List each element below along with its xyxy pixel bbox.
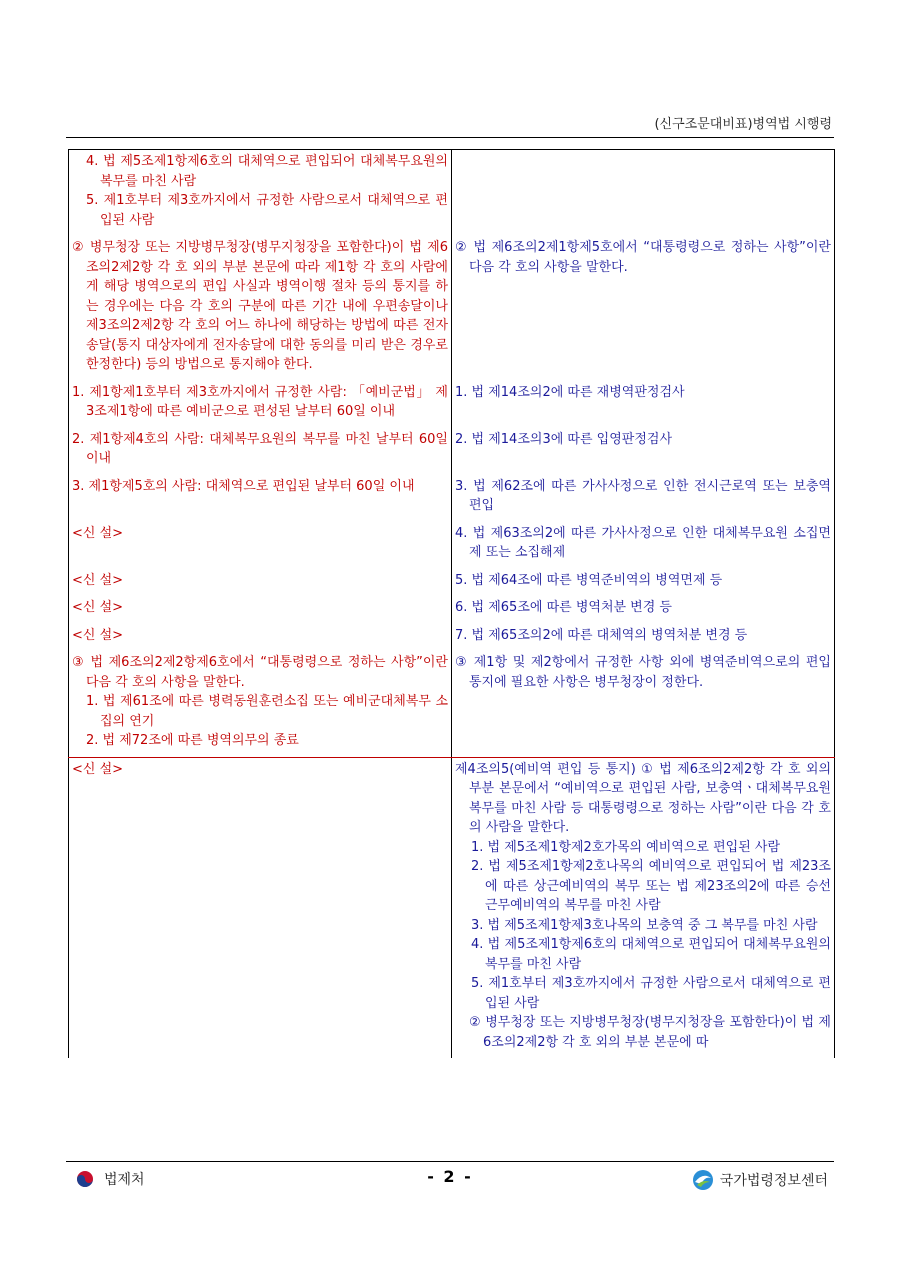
revised-text-cell	[452, 428, 835, 475]
clause-text: <신 설>	[72, 572, 124, 588]
page-number: - 2 -	[427, 1167, 473, 1186]
clause-text: 5. 제1호부터 제3호까지에서 규정한 사람으로서 대체역으로 편입된 사람	[471, 976, 831, 1011]
table-row	[69, 236, 835, 381]
clause-text: 1. 법 제61조에 따른 병력동원훈련소집 또는 예비군대체복무 소집의 연기	[86, 694, 448, 729]
current-text-cell	[69, 596, 452, 624]
current-text-cell	[69, 150, 452, 237]
clause-text: ② 병무청장 또는 지방병무청장(병무지청장을 포함한다)이 법 제6조의2제2항 각 호 외의 부분 본문에 따	[469, 1015, 831, 1050]
clause-text: <신 설>	[72, 600, 124, 615]
clause-text: 1. 법 제14조의2에 따른 재병역판정검사	[455, 384, 685, 400]
table-row	[69, 624, 835, 652]
table-row	[69, 428, 835, 475]
revised-text-cell	[452, 475, 835, 522]
table-row	[69, 381, 835, 428]
clause-text: 2. 법 제14조의3에 따른 입영판정검사	[455, 431, 672, 447]
current-text-cell	[69, 475, 452, 522]
clause-text: <신 설>	[72, 627, 124, 643]
clause-text: 2. 제1항제4호의 사람: 대체복무요원의 복무를 마친 날부터 60일 이내	[72, 431, 448, 466]
revised-text-cell	[452, 596, 835, 624]
clause-text: ③ 제1항 및 제2항에서 규정한 사항 외에 병역준비역으로의 편입 통지에 필요한 사항은 병무청장이 정한다.	[455, 655, 831, 690]
table-row	[69, 150, 835, 237]
clause-text: 7. 법 제65조의2에 따른 대체역의 병역처분 변경 등	[455, 627, 748, 643]
revised-text-cell	[452, 150, 835, 237]
header-title: (신구조문대비표)병역법 시행령	[654, 117, 832, 132]
clause-text: 4. 법 제5조제1항제6호의 대체역으로 편입되어 대체복무요원의 복무를 마친 사람	[471, 937, 831, 972]
clause-text: ② 병무청장 또는 지방병무청장(병무지청장을 포함한다)이 법 제6조의2제2항 각 호 외의 부분 본문에 따라 제1항 각 호의 사람에게 해당 병역으로의 편입 사실과 병역이행 절차 등의 통지를 하는 경우에는 다음 각 호의 구분에 따른 기간 내에 우편송달이나 제3조의2제2항 각 호의 어느 하나에 해당하는 방법에 따른 전자송달(통지 대상자에게 전자송달에 대한 동의를 미리 받은 경우로 한정한다) 등의 방법으로 통지해야 한다.	[72, 240, 448, 372]
footer-divider	[66, 1161, 834, 1162]
clause-text: 4. 법 제63조의2에 따른 가사사정으로 인한 대체복무요원 소집면제 또는 소집해제	[455, 525, 831, 560]
clause-text: 2. 법 제72조에 따른 병역의무의 종료	[86, 733, 299, 748]
clause-text: 5. 법 제64조에 따른 병역준비역의 병역면제 등	[455, 572, 723, 588]
revised-text-cell	[452, 651, 835, 757]
clause-text: 5. 제1호부터 제3호까지에서 규정한 사람으로서 대체역으로 편입된 사람	[86, 193, 448, 228]
table-row	[69, 522, 835, 569]
clause-text: 3. 제1항제5호의 사람: 대체역으로 편입된 날부터 60일 이내	[72, 478, 415, 494]
clause-text: 1. 법 제5조제1항제2호가목의 예비역으로 편입된 사람	[471, 839, 781, 855]
header-divider	[66, 137, 834, 138]
current-text-cell	[69, 428, 452, 475]
table-row	[69, 569, 835, 597]
clause-text: ③ 법 제6조의2제2항제6호에서 “대통령령으로 정하는 사항”이란 다음 각 호의 사항을 말한다.	[72, 655, 448, 690]
table-row	[69, 596, 835, 624]
current-text-cell	[69, 624, 452, 652]
footer-org-label: 법제처	[104, 1172, 145, 1188]
revised-text-cell	[452, 381, 835, 428]
table-row	[69, 475, 835, 522]
clause-text: 1. 제1항제1호부터 제3호까지에서 규정한 사람: 「예비군법」 제3조제1항에 따른 예비군으로 편성된 날부터 60일 이내	[72, 384, 448, 419]
revised-text-cell	[452, 757, 835, 1058]
footer-right	[692, 1169, 828, 1191]
clause-text: 6. 법 제65조에 따른 병역처분 변경 등	[455, 600, 672, 615]
clause-text: <신 설>	[72, 525, 124, 541]
clause-text: 4. 법 제5조제1항제6호의 대체역으로 편입되어 대체복무요원의 복무를 마친 사람	[86, 154, 448, 189]
table-row	[69, 651, 835, 757]
clause-text: 3. 법 제5조제1항제3호나목의 보충역 중 그 복무를 마친 사람	[471, 917, 818, 933]
revised-text-cell	[452, 569, 835, 597]
clause-text: 2. 법 제5조제1항제2호나목의 예비역으로 편입되어 법 제23조에 따른 상근예비역의 복무 또는 법 제23조의2에 따른 승선근무예비역의 복무를 마친 사람	[471, 859, 831, 913]
current-text-cell	[69, 381, 452, 428]
footer-center-label: 국가법령정보센터	[719, 1173, 828, 1189]
current-text-cell	[69, 651, 452, 757]
revised-text-cell	[452, 522, 835, 569]
revised-text-cell	[452, 624, 835, 652]
current-text-cell	[69, 522, 452, 569]
clause-text: <신 설>	[72, 761, 124, 777]
comparison-table	[68, 149, 835, 1058]
clause-text: 제4조의5(예비역 편입 등 통지) ① 법 제6조의2제2항 각 호 외의 부분 본문에서 “예비역으로 편입된 사람, 보충역ㆍ대체복무요원 복무를 마친 사람 등 대통령령으로 정하는 사람”이란 다음 각 호의 사람을 말한다.	[455, 761, 831, 835]
clause-text: ② 법 제6조의2제1항제5호에서 “대통령령으로 정하는 사항”이란 다음 각 호의 사항을 말한다.	[455, 240, 831, 275]
table-row	[69, 757, 835, 1058]
current-text-cell	[69, 236, 452, 381]
current-text-cell	[69, 569, 452, 597]
current-text-cell	[69, 757, 452, 1058]
revised-text-cell	[452, 236, 835, 381]
clause-text: 3. 법 제62조에 따른 가사사정으로 인한 전시근로역 또는 보충역 편입	[455, 478, 831, 513]
law-info-center-logo-icon	[692, 1169, 714, 1191]
